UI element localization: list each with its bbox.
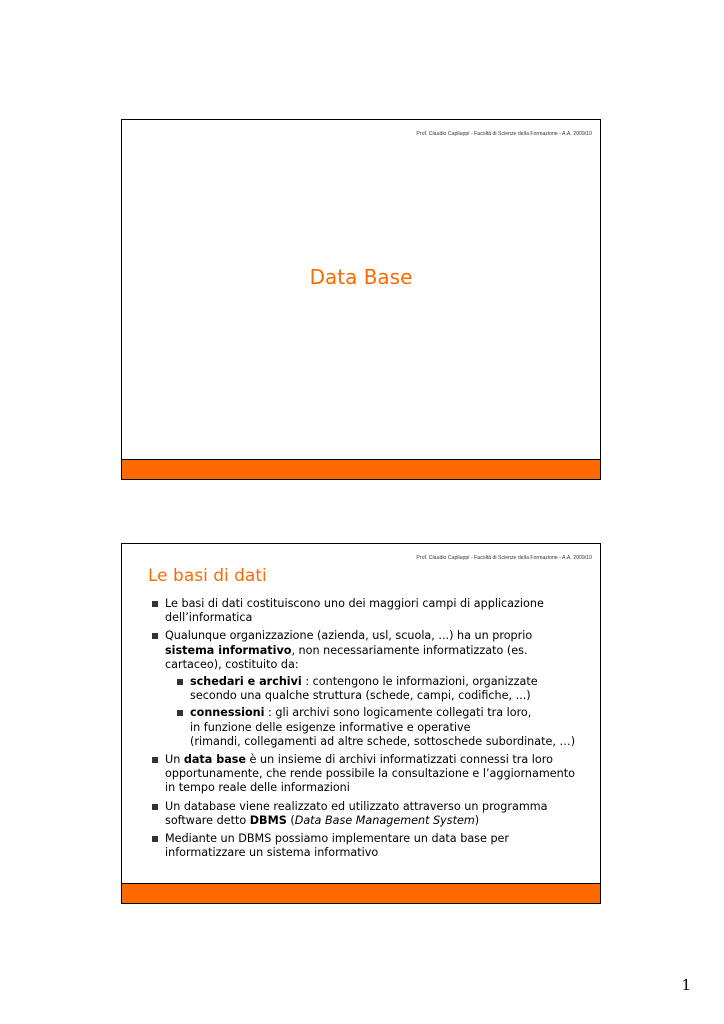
square-bullet-icon: [152, 633, 158, 639]
footer-bar: [122, 883, 600, 903]
bold-term: data base: [183, 753, 246, 767]
bullet-text: (: [286, 813, 295, 827]
square-bullet-icon: [152, 836, 158, 842]
slide-2: [121, 543, 601, 904]
bullet-item: [150, 597, 582, 625]
sub-bullet-text: : gli archivi sono logicamente collegati tra loro,: [264, 706, 532, 720]
bullet-text: Mediante un DBMS possiamo implementare un data base per informatizzare un sistema informativo: [165, 832, 510, 860]
bullet-item: [150, 832, 582, 860]
bold-term: sistema informativo: [165, 643, 292, 657]
sub-bullet-text: : contengono le informazioni, organizzate secondo una qualche struttura (schede, campi, codifiche, ...): [190, 675, 538, 703]
bullet-text: ): [474, 813, 480, 827]
square-bullet-icon: [177, 679, 183, 685]
slide-1: [121, 119, 601, 480]
slide-title: Data Base: [309, 265, 413, 289]
slide-content: [150, 597, 582, 864]
square-bullet-icon: [152, 757, 158, 763]
bullet-text: Un database viene realizzato ed utilizzato attraverso un programma software detto: [165, 799, 548, 827]
sub-bullet-item: [175, 675, 582, 703]
bullet-text: Qualunque organizzazione (azienda, usl, scuola, ...) ha un proprio: [165, 629, 533, 643]
bold-term: DBMS: [249, 813, 287, 827]
page-number: 1: [681, 976, 691, 994]
square-bullet-icon: [152, 601, 158, 607]
square-bullet-icon: [152, 804, 158, 810]
bullet-text: , non necessariamente informatizzato (es. cartaceo), costituito da:: [165, 643, 528, 671]
slide-title: Le basi di dati: [148, 566, 267, 586]
bullet-item: [150, 753, 582, 796]
footer-bar: [122, 459, 600, 479]
slide-header: Prof. Claudio Capiluppi - Facoltà di Scienze della Formazione - A.A. 2009/10: [416, 131, 592, 137]
bullet-text: Un: [165, 753, 184, 767]
bullet-text: Le basi di dati costituiscono uno dei maggiori campi di applicazione dell’informatica: [165, 597, 544, 625]
bullet-text: è un insieme di archivi informatizzati connessi tra loro opportunamente, che rende possibile la consultazione e l’aggiornamento in tempo reale delle informazioni: [165, 753, 575, 795]
sub-bullet-item: [175, 706, 582, 749]
bullet-item: [150, 629, 582, 749]
slide-header: Prof. Claudio Capiluppi - Facoltà di Scienze della Formazione - A.A. 2009/10: [416, 555, 592, 561]
sub-bullet-text: (rimandi, collegamenti ad altre schede, sottoschede subordinate, …): [190, 734, 576, 748]
sub-bullet-text: in funzione delle esigenze informative e operative: [190, 720, 471, 734]
bold-term: schedari e archivi: [190, 675, 302, 689]
square-bullet-icon: [177, 710, 183, 716]
bold-term: connessioni: [190, 706, 265, 720]
bullet-item: [150, 800, 582, 828]
italic-term: Data Base Management System: [294, 813, 475, 827]
